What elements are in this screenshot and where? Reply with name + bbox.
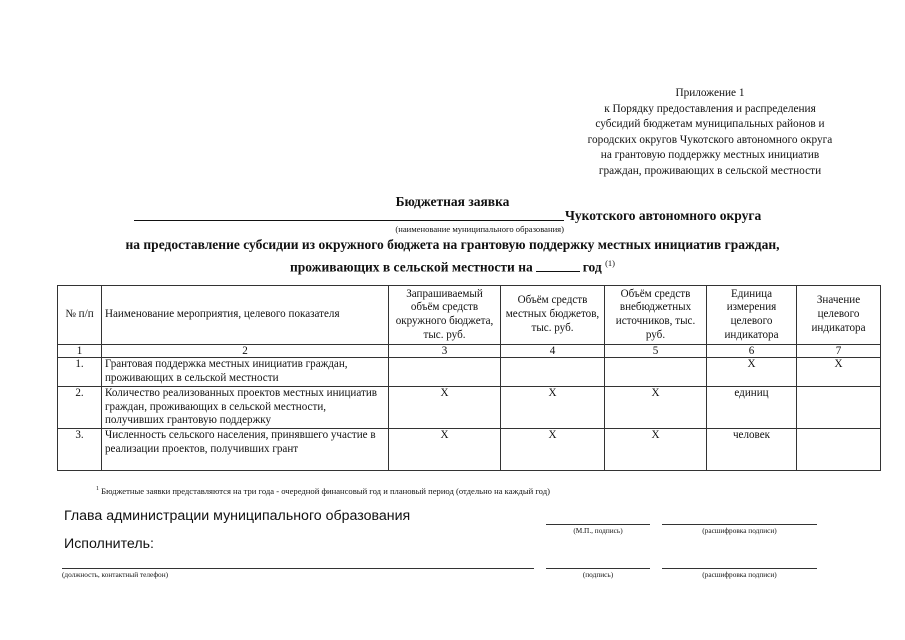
row-number: 1. bbox=[58, 358, 102, 387]
column-number: 1 bbox=[58, 345, 102, 358]
cell-offbudget: Х bbox=[605, 429, 707, 471]
footnote-text: Бюджетные заявки представляются на три года - очередной финансовый год и плановый период (отдельно на каждый год) bbox=[101, 485, 550, 496]
municipality-caption: (наименование муниципального образования) bbox=[395, 224, 564, 234]
purpose-line-2-year-word: год bbox=[582, 259, 602, 275]
table-row bbox=[58, 429, 881, 471]
executor-position-line bbox=[62, 568, 534, 569]
appendix-line: городских округов Чукотского автономного округа bbox=[587, 133, 833, 146]
head-of-administration-label: Глава администрации муниципального образования bbox=[64, 508, 411, 524]
column-header: Наименование мероприятия, целевого показателя bbox=[102, 286, 389, 345]
executor-decode-caption: (расшифровка подписи) bbox=[702, 570, 777, 579]
cell-offbudget bbox=[605, 358, 707, 387]
column-header: Объём средств внебюджетных источников, тыс. руб. bbox=[605, 286, 707, 345]
executor-position-caption: (должность, контактный телефон) bbox=[62, 570, 169, 579]
executor-signature-line bbox=[546, 568, 650, 569]
form-title: Бюджетная заявка bbox=[395, 194, 510, 209]
cell-okrug-budget: Х bbox=[389, 387, 501, 429]
row-name: Численность сельского населения, принявшего участие в реализации проектов, получивших грант bbox=[102, 429, 389, 471]
head-signature-caption: (М.П., подпись) bbox=[573, 526, 623, 535]
footnote-reference: (1) bbox=[605, 258, 616, 268]
cell-okrug-budget bbox=[389, 358, 501, 387]
cell-value bbox=[797, 429, 881, 471]
column-header: Единица измерения целевого индикатора bbox=[707, 286, 797, 345]
cell-local-budget: Х bbox=[501, 387, 605, 429]
column-number: 6 bbox=[707, 345, 797, 358]
executor-signature-caption: (подпись) bbox=[582, 570, 614, 579]
appendix-line: субсидий бюджетам муниципальных районов и bbox=[595, 118, 825, 130]
municipality-field-line bbox=[134, 208, 564, 221]
appendix-line: Приложение 1 bbox=[675, 87, 745, 99]
column-number: 4 bbox=[501, 345, 605, 358]
cell-local-budget: Х bbox=[501, 429, 605, 471]
table-row bbox=[58, 387, 881, 429]
row-number: 2. bbox=[58, 387, 102, 429]
cell-unit: Х bbox=[707, 358, 797, 387]
budget-table bbox=[57, 285, 881, 471]
column-header: Запрашиваемый объём средств окружного бюджета, тыс. руб. bbox=[389, 286, 501, 345]
purpose-line-2 bbox=[0, 254, 905, 277]
cell-okrug-budget: Х bbox=[389, 429, 501, 471]
table-header-row bbox=[58, 286, 881, 345]
column-header: № п/п bbox=[58, 286, 102, 345]
appendix-line: на грантовую поддержку местных инициатив bbox=[600, 149, 820, 161]
row-number: 3. bbox=[58, 429, 102, 471]
cell-unit: единиц bbox=[707, 387, 797, 429]
column-number: 5 bbox=[605, 345, 707, 358]
column-number-row bbox=[58, 345, 881, 358]
column-number: 3 bbox=[389, 345, 501, 358]
executor-label: Исполнитель: bbox=[64, 536, 154, 552]
table-row bbox=[58, 358, 881, 387]
row-name: Количество реализованных проектов местных инициатив граждан, проживающих в сельской местности, получивших грантовую поддержку bbox=[102, 387, 389, 429]
column-header: Объём средств местных бюджетов, тыс. руб. bbox=[501, 286, 605, 345]
column-number: 2 bbox=[102, 345, 389, 358]
cell-local-budget bbox=[501, 358, 605, 387]
footnote-mark: 1 bbox=[96, 486, 99, 492]
cell-offbudget: Х bbox=[605, 387, 707, 429]
cell-value: Х bbox=[797, 358, 881, 387]
appendix-line: граждан, проживающих в сельской местности bbox=[598, 164, 822, 177]
footnote bbox=[96, 484, 550, 497]
purpose-line-2-text: проживающих в сельской местности на bbox=[289, 259, 533, 275]
appendix-block bbox=[560, 86, 860, 179]
column-header: Значение целевого индикатора bbox=[797, 286, 881, 345]
okrug-name: Чукотского автономного округа bbox=[565, 208, 762, 223]
cell-unit: человек bbox=[707, 429, 797, 471]
head-decode-caption: (расшифровка подписи) bbox=[702, 526, 777, 535]
column-number: 7 bbox=[797, 345, 881, 358]
purpose-line-1: на предоставление субсидии из окружного бюджета на грантовую поддержку местных инициатив граждан, bbox=[125, 237, 780, 252]
head-decode-line bbox=[662, 524, 817, 525]
head-signature-line bbox=[546, 524, 650, 525]
row-name: Грантовая поддержка местных инициатив граждан, проживающих в сельской местности bbox=[102, 358, 389, 387]
cell-value bbox=[797, 387, 881, 429]
appendix-line: к Порядку предоставления и распределения bbox=[604, 102, 816, 115]
year-field-line bbox=[536, 259, 580, 272]
executor-decode-line bbox=[662, 568, 817, 569]
